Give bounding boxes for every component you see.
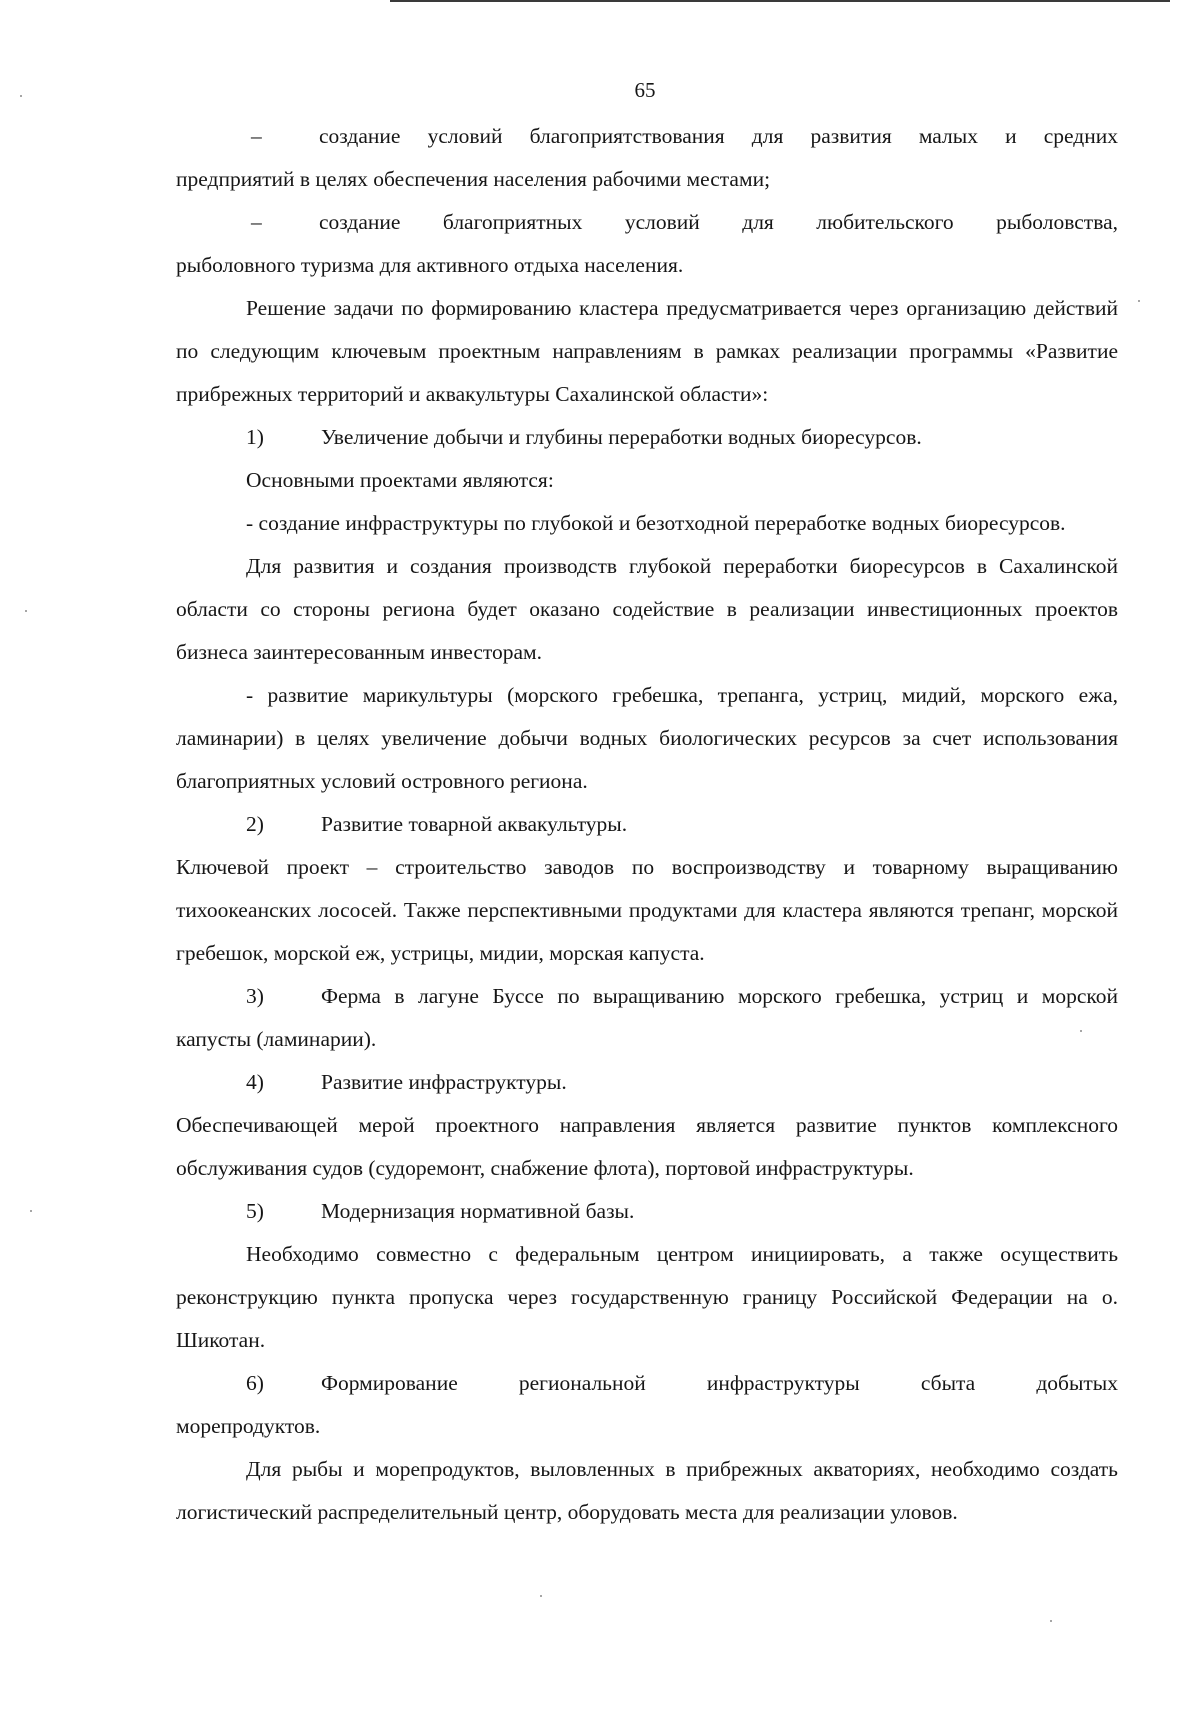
numbered-item-5 — [176, 1190, 1118, 1233]
item-text: Модернизация нормативной базы. — [321, 1199, 635, 1223]
item-continuation: морепродуктов. — [176, 1414, 321, 1438]
paragraph-main-projects: Основными проектами являются: — [246, 468, 554, 492]
bullet-item-conditions — [176, 115, 1118, 158]
item-continuation: капусты (ламинарии). — [176, 1027, 377, 1051]
top-border-line — [390, 0, 1170, 2]
paragraph-infrastructure: - создание инфраструктуры по глубокой и безотходной переработке водных биоресурсов. — [246, 511, 1066, 535]
paragraph-key-project: Ключевой проект – строительство заводов по воспроизводству и товарному выращиванию тихоокеанских лососей. Также перспективными продуктами для кластера являются трепанг, морской гребешок, морской еж, устрицы, мидии, морская капуста. — [176, 855, 1118, 965]
item-number: 5) — [246, 1199, 264, 1223]
numbered-item-4 — [176, 1061, 1118, 1104]
scan-speck — [1138, 300, 1140, 302]
numbered-item-1 — [176, 416, 1118, 459]
scan-speck — [1080, 1030, 1082, 1032]
item-text: Ферма в лагуне Буссе по выращиванию морского гребешка, устриц и морской — [321, 984, 1118, 1008]
paragraph-measure: Обеспечивающей мерой проектного направления является развитие пунктов комплексного обслуживания судов (судоремонт, снабжение флота), портовой инфраструктуры. — [176, 1113, 1118, 1180]
scan-speck — [30, 1210, 32, 1212]
document-body — [176, 115, 1118, 1534]
bullet-dash: – — [251, 124, 262, 148]
bullet-continuation: предприятий в целях обеспечения населения рабочими местами; — [176, 167, 771, 191]
bullet-item-fishing — [176, 201, 1118, 244]
paragraph-necessary: Необходимо совместно с федеральным центром инициировать, а также осуществить реконструкцию пункта пропуска через государственную границу Российской Федерации на о. Шикотан. — [176, 1242, 1118, 1352]
bullet-continuation: рыболовного туризма для активного отдыха населения. — [176, 253, 684, 277]
paragraph-solution: Решение задачи по формированию кластера предусматривается через организацию действий по следующим ключевым проектным направлениям в рамках реализации программы «Развитие прибрежных территорий и аквакультуры Сахалинской области»: — [176, 296, 1118, 406]
numbered-item-6 — [176, 1362, 1118, 1405]
item-text: Развитие товарной аквакультуры. — [321, 812, 628, 836]
item-number: 6) — [246, 1371, 264, 1395]
numbered-item-2 — [176, 803, 1118, 846]
item-number: 1) — [246, 425, 264, 449]
paragraph-mariculture: - развитие марикультуры (морского гребешка, трепанга, устриц, мидий, морского ежа, ламинарии) в целях увеличение добычи водных биологических ресурсов за счет использования благоприятных условий островного региона. — [176, 683, 1118, 793]
scan-speck — [25, 610, 27, 612]
item-number: 4) — [246, 1070, 264, 1094]
page-number: 65 — [634, 78, 656, 102]
item-text: Увеличение добычи и глубины переработки водных биоресурсов. — [321, 425, 922, 449]
paragraph-development: Для развития и создания производств глубокой переработки биоресурсов в Сахалинской области со стороны региона будет оказано содействие в реализации инвестиционных проектов бизнеса заинтересованным инвесторам. — [176, 554, 1118, 664]
paragraph-fish: Для рыбы и морепродуктов, выловленных в прибрежных акваториях, необходимо создать логистический распределительный центр, оборудовать места для реализации уловов. — [176, 1457, 1118, 1524]
item-number: 2) — [246, 812, 264, 836]
bullet-text-line: создание условий благоприятствования для развития малых и средних — [319, 124, 1118, 148]
item-text: Развитие инфраструктуры. — [321, 1070, 567, 1094]
scan-speck — [540, 1595, 542, 1597]
item-number: 3) — [246, 984, 264, 1008]
bullet-dash: – — [251, 210, 262, 234]
scan-speck — [20, 95, 22, 97]
bullet-text-line: создание благоприятных условий для любительского рыболовства, — [319, 210, 1118, 234]
item-text: Формирование региональной инфраструктуры сбыта добытых — [321, 1371, 1118, 1395]
scan-speck — [1050, 1620, 1052, 1622]
numbered-item-3 — [176, 975, 1118, 1018]
